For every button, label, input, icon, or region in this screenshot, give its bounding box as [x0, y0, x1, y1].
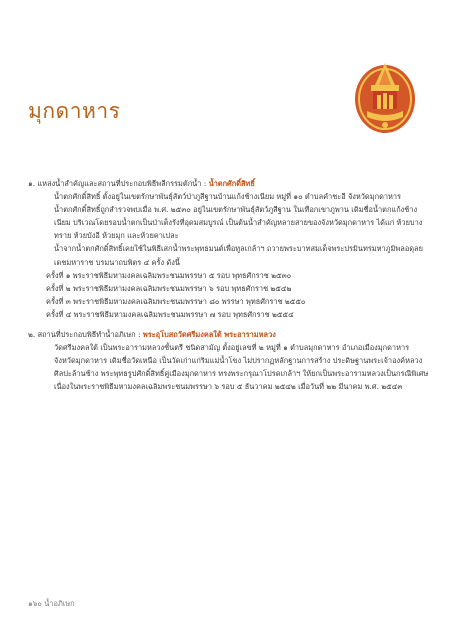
- time-item-4: ครั้งที่ ๔ พระราชพิธีมหามงคลเฉลิมพระชนมพรรษา ๗ รอบ พุทธศักราช ๒๕๕๔: [46, 309, 294, 319]
- time-item-2: ครั้งที่ ๒ พระราชพิธีมหามงคลเฉลิมพระชนมพรรษา ๖ รอบ พุทธศักราช ๒๕๔๒: [46, 283, 292, 293]
- section1-para2: น้ำตกศักดิ์สิทธิ์ถูกสำรวจพบเมื่อ พ.ศ. ๒๕๓๐ อยู่ในเขตรักษาพันธุ์สัตว์ภูสีฐาน ในเทือกเขาภูพาน เดิมชื่อน้ำตกแก้งช้างเนียม บริเวณโดยรอบน้ำตกเป็นป่าเต็งรังที่อุดมสมบูรณ์ เป็นต้นน้ำสำคัญหลายสายของจังหวัดมุกดาหาร ได้แก่ ห้วยบางทราย ห้วยบังอี ห้วยมุก และห้วยคาเปละ: [54, 205, 423, 241]
- section1-highlight: น้ำตกศักดิ์สิทธิ์: [208, 179, 255, 188]
- section1-para3: น้ำจากน้ำตกศักดิ์สิทธิ์เคยใช้ในพิธีเสกน้ำพระพุทธมนต์เพื่อทูลเกล้าฯ ถวายพระบาทสมเด็จพระปรมินทรมหาภูมิพลอดุลยเดชมหาราช บรมนาถบพิตร ๔ ครั้ง ดังนี้: [54, 244, 423, 267]
- section2-heading: ๒. สถานที่ประกอบพิธีทำน้ำอภิเษก : พระอุโบสถวัดศรีมงคลใต้ พระอารามหลวง: [28, 330, 276, 340]
- time-item-3: ครั้งที่ ๓ พระราชพิธีมหามงคลเฉลิมพระชนมพรรษา ๘๐ พรรษา พุทธศักราช ๒๕๕๐: [46, 296, 306, 306]
- page-footer: ๑๖๐ น้ำอภิเษก: [28, 599, 75, 608]
- body-text: [28, 177, 432, 394]
- section1-para1: น้ำตกศักดิ์สิทธิ์ ตั้งอยู่ในเขตรักษาพันธุ์สัตว์ป่าภูสีฐานบ้านแก้งช้างเนียม หมู่ที่ ๑๐ ตำบลคำชะอี จังหวัดมุกดาหาร: [54, 192, 402, 202]
- section2-para1: วัดศรีมงคลใต้ เป็นพระอารามหลวงชั้นตรี ชนิดสามัญ ตั้งอยู่เลขที่ ๒ หมู่ที่ ๑ ตำบลมุกดาหาร อำเภอเมืองมุกดาหาร จังหวัดมุกดาหาร เดิมชื่อวัดเหนือ เป็นวัดเก่าแก่ริมแม่น้ำโขง ไม่ปรากฏหลักฐานการสร้าง ประดิษฐานพระเจ้าองค์หลวง ศิลปะล้านช้าง พระพุทธรูปศักดิ์สิทธิ์คู่เมืองมุกดาหาร ทรงพระกรุณาโปรดเกล้าฯ ให้ยกเป็นพระอารามหลวงเป็นกรณีพิเศษ เนื่องในพระราชพิธีมหามงคลเฉลิมพระชนมพรรษา ๖ รอบ ๕ ธันวาคม ๒๕๔๒ เมื่อวันที่ ๒๒ มีนาคม พ.ศ. ๒๕๔๓: [54, 343, 429, 392]
- section1-heading: ๑. แหล่งน้ำสำคัญและสถานที่ประกอบพิธีพลีกรรมตักน้ำ : น้ำตกศักดิ์สิทธิ์: [28, 179, 255, 188]
- time-item-1: ครั้งที่ ๑ พระราชพิธีมหามงคลเฉลิมพระชนมพรรษา ๕ รอบ พุทธศักราช ๒๕๓๐: [46, 270, 292, 280]
- provincial-seal-icon: [353, 55, 417, 135]
- page-title: มุกดาหาร: [28, 99, 121, 123]
- section2-highlight: พระอุโบสถวัดศรีมงคลใต้ พระอารามหลวง: [142, 330, 276, 340]
